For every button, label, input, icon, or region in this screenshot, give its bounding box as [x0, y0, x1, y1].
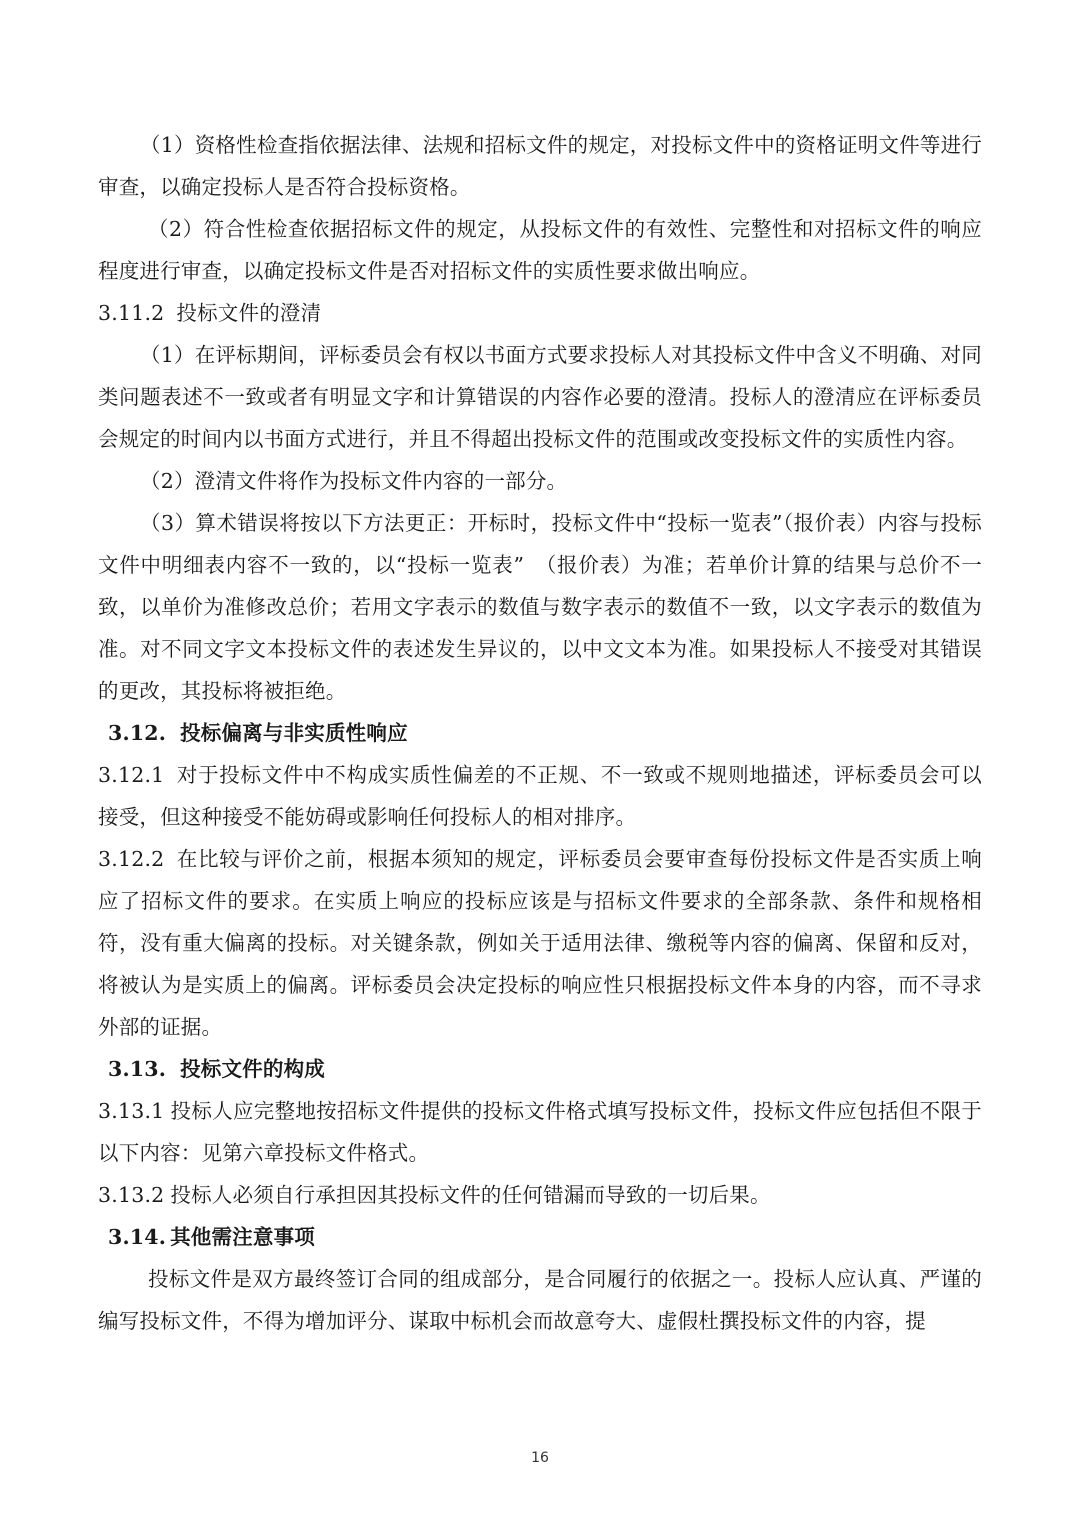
clause-number: 3.12.2	[98, 847, 165, 871]
paragraph-text: （2）符合性检查依据招标文件的规定，从投标文件的有效性、完整性和对招标文件的响应程度进行审查，以确定投标文件是否对招标文件的实质性要求做出响应。	[98, 217, 982, 283]
paragraph-text: （1）在评标期间，评标委员会有权以书面方式要求投标人对其投标文件中含义不明确、对同类问题表述不一致或者有明显文字和计算错误的内容作必要的澄清。投标人的澄清应在评标委员会规定的时间内以书面方式进行，并且不得超出投标文件的范围或改变投标文件的实质性内容。	[98, 343, 982, 451]
section-heading-3-14	[98, 1216, 982, 1258]
clause-text: 在比较与评价之前，根据本须知的规定，评标委员会要审查每份投标文件是否实质上响应了招标文件的要求。在实质上响应的投标应该是与招标文件要求的全部条款、条件和规格相符，没有重大偏离的投标。对关键条款，例如关于适用法律、缴税等内容的偏离、保留和反对，将被认为是实质上的偏离。评标委员会决定投标的响应性只根据投标文件本身的内容，而不寻求外部的证据。	[98, 847, 982, 1039]
page-body	[98, 124, 982, 1342]
clause-text: 对于投标文件中不构成实质性偏差的不正规、不一致或不规则地描述，评标委员会可以接受，但这种接受不能妨碍或影响任何投标人的相对排序。	[98, 763, 982, 829]
clause-text: 投标人应完整地按招标文件提供的投标文件格式填写投标文件，投标文件应包括但不限于以下内容：见第六章投标文件格式。	[98, 1099, 982, 1165]
paragraph-clarification-2	[98, 460, 982, 502]
section-heading-3-12	[98, 712, 982, 754]
section-number: 3.13.	[108, 1057, 167, 1081]
paragraph-qualification-check	[98, 124, 982, 208]
paragraph-other-notes	[98, 1258, 982, 1342]
section-title: 其他需注意事项	[170, 1225, 315, 1249]
page-number: 16	[531, 1450, 549, 1466]
paragraph-conformity-check	[98, 208, 982, 292]
clause-text: 投标人必须自行承担因其投标文件的任何错漏而导致的一切后果。	[170, 1183, 771, 1207]
clause-number: 3.13.2	[98, 1183, 165, 1207]
clause-3-12-2	[98, 838, 982, 1048]
paragraph-text: （1）资格性检查指依据法律、法规和招标文件的规定，对投标文件中的资格证明文件等进行审查，以确定投标人是否符合投标资格。	[98, 133, 982, 199]
section-heading-3-13	[98, 1048, 982, 1090]
paragraph-clarification-1	[98, 334, 982, 460]
clause-number: 3.13.1	[98, 1099, 165, 1123]
clause-number: 3.12.1	[98, 763, 165, 787]
clause-title: 投标文件的澄清	[176, 301, 322, 325]
clause-3-13-2	[98, 1174, 982, 1216]
section-number: 3.12.	[108, 721, 167, 745]
section-title: 投标文件的构成	[180, 1057, 325, 1081]
section-title: 投标偏离与非实质性响应	[180, 721, 408, 745]
clause-number: 3.11.2	[98, 301, 165, 325]
paragraph-text: （3）算术错误将按以下方法更正：开标时，投标文件中“投标一览表”（报价表）内容与投标文件中明细表内容不一致的，以“投标一览表” （报价表）为准；若单价计算的结果与总价不一致，以单价为准修改总价；若用文字表示的数值与数字表示的数值不一致，以文字表示的数值为准。对不同文字文本投标文件的表述发生异议的，以中文文本为准。如果投标人不接受对其错误的更改，其投标将被拒绝。	[98, 511, 982, 703]
clause-3-13-1	[98, 1090, 982, 1174]
clause-3-12-1	[98, 754, 982, 838]
paragraph-text: （2）澄清文件将作为投标文件内容的一部分。	[140, 469, 568, 493]
paragraph-arithmetic-errors	[98, 502, 982, 712]
paragraph-text: 投标文件是双方最终签订合同的组成部分，是合同履行的依据之一。投标人应认真、严谨的编写投标文件，不得为增加评分、谋取中标机会而故意夸大、虚假杜撰投标文件的内容，提	[98, 1267, 982, 1333]
clause-3-11-2	[98, 292, 982, 334]
section-number: 3.14.	[108, 1225, 167, 1249]
